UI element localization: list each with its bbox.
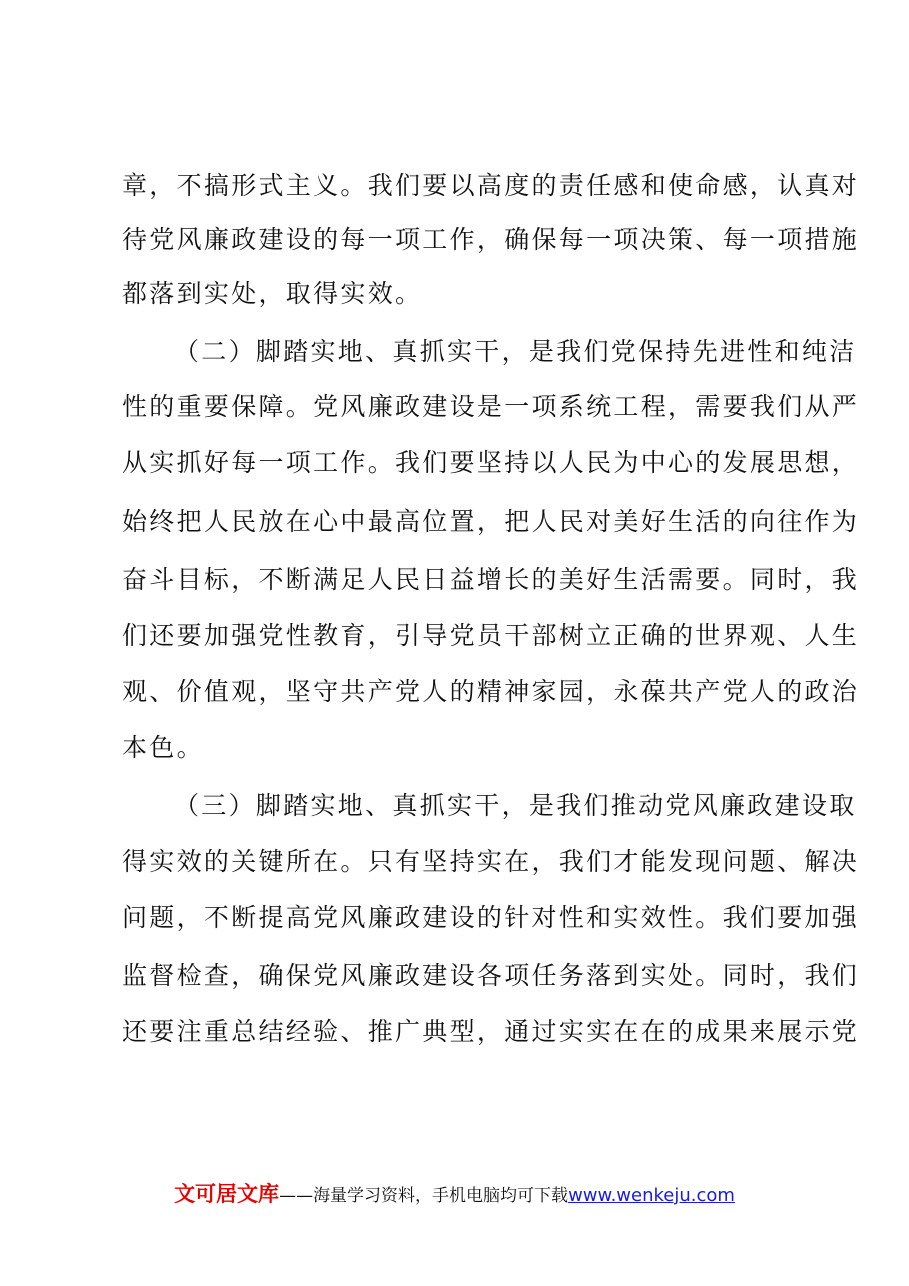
text-line: 得实效的关键所在。只有坚持实在，我们才能发现问题、解决 [122, 847, 860, 876]
footer-slogan: ——海量学习资料，手机电脑均可下载 [279, 1186, 569, 1206]
text-line: 还要注重总结经验、推广典型，通过实实在在的成果来展示党 [122, 1017, 860, 1046]
text-line: 问题，不断提高党风廉政建设的针对性和实效性。我们要加强 [122, 903, 860, 932]
text-line: 们还要加强党性教育，引导党员干部树立正确的世界观、人生 [122, 621, 860, 650]
text-line: 观、价值观，坚守共产党人的精神家园，永葆共产党人的政治 [122, 677, 860, 706]
text-line: 性的重要保障。党风廉政建设是一项系统工程，需要我们从严 [122, 392, 860, 421]
text-line: 始终把人民放在心中最高位置，把人民对美好生活的向往作为 [122, 507, 860, 536]
text-line: 待党风廉政建设的每一项工作，确保每一项决策、每一项措施 [122, 225, 860, 254]
text-line: 本色。 [122, 733, 204, 762]
text-line: 章，不搞形式主义。我们要以高度的责任感和使命感，认真对 [122, 171, 860, 200]
brand-name: 文可居文库 [174, 1182, 280, 1206]
text-line: 从实抓好每一项工作。我们要坚持以人民为中心的发展思想， [122, 448, 860, 477]
text-line: 都落到实处，取得实效。 [122, 279, 423, 308]
paragraph-start-line: （二）脚踏实地、真抓实干，是我们党保持先进性和纯洁 [174, 337, 857, 366]
text-line: 奋斗目标，不断满足人民日益增长的美好生活需要。同时，我 [122, 565, 860, 594]
footer-banner [0, 1178, 909, 1212]
paragraph-start-line: （三）脚踏实地、真抓实干，是我们推动党风廉政建设取 [174, 791, 857, 820]
website-link[interactable]: www.wenkeju.com [568, 1185, 735, 1206]
text-line: 监督检查，确保党风廉政建设各项任务落到实处。同时，我们 [122, 961, 860, 990]
